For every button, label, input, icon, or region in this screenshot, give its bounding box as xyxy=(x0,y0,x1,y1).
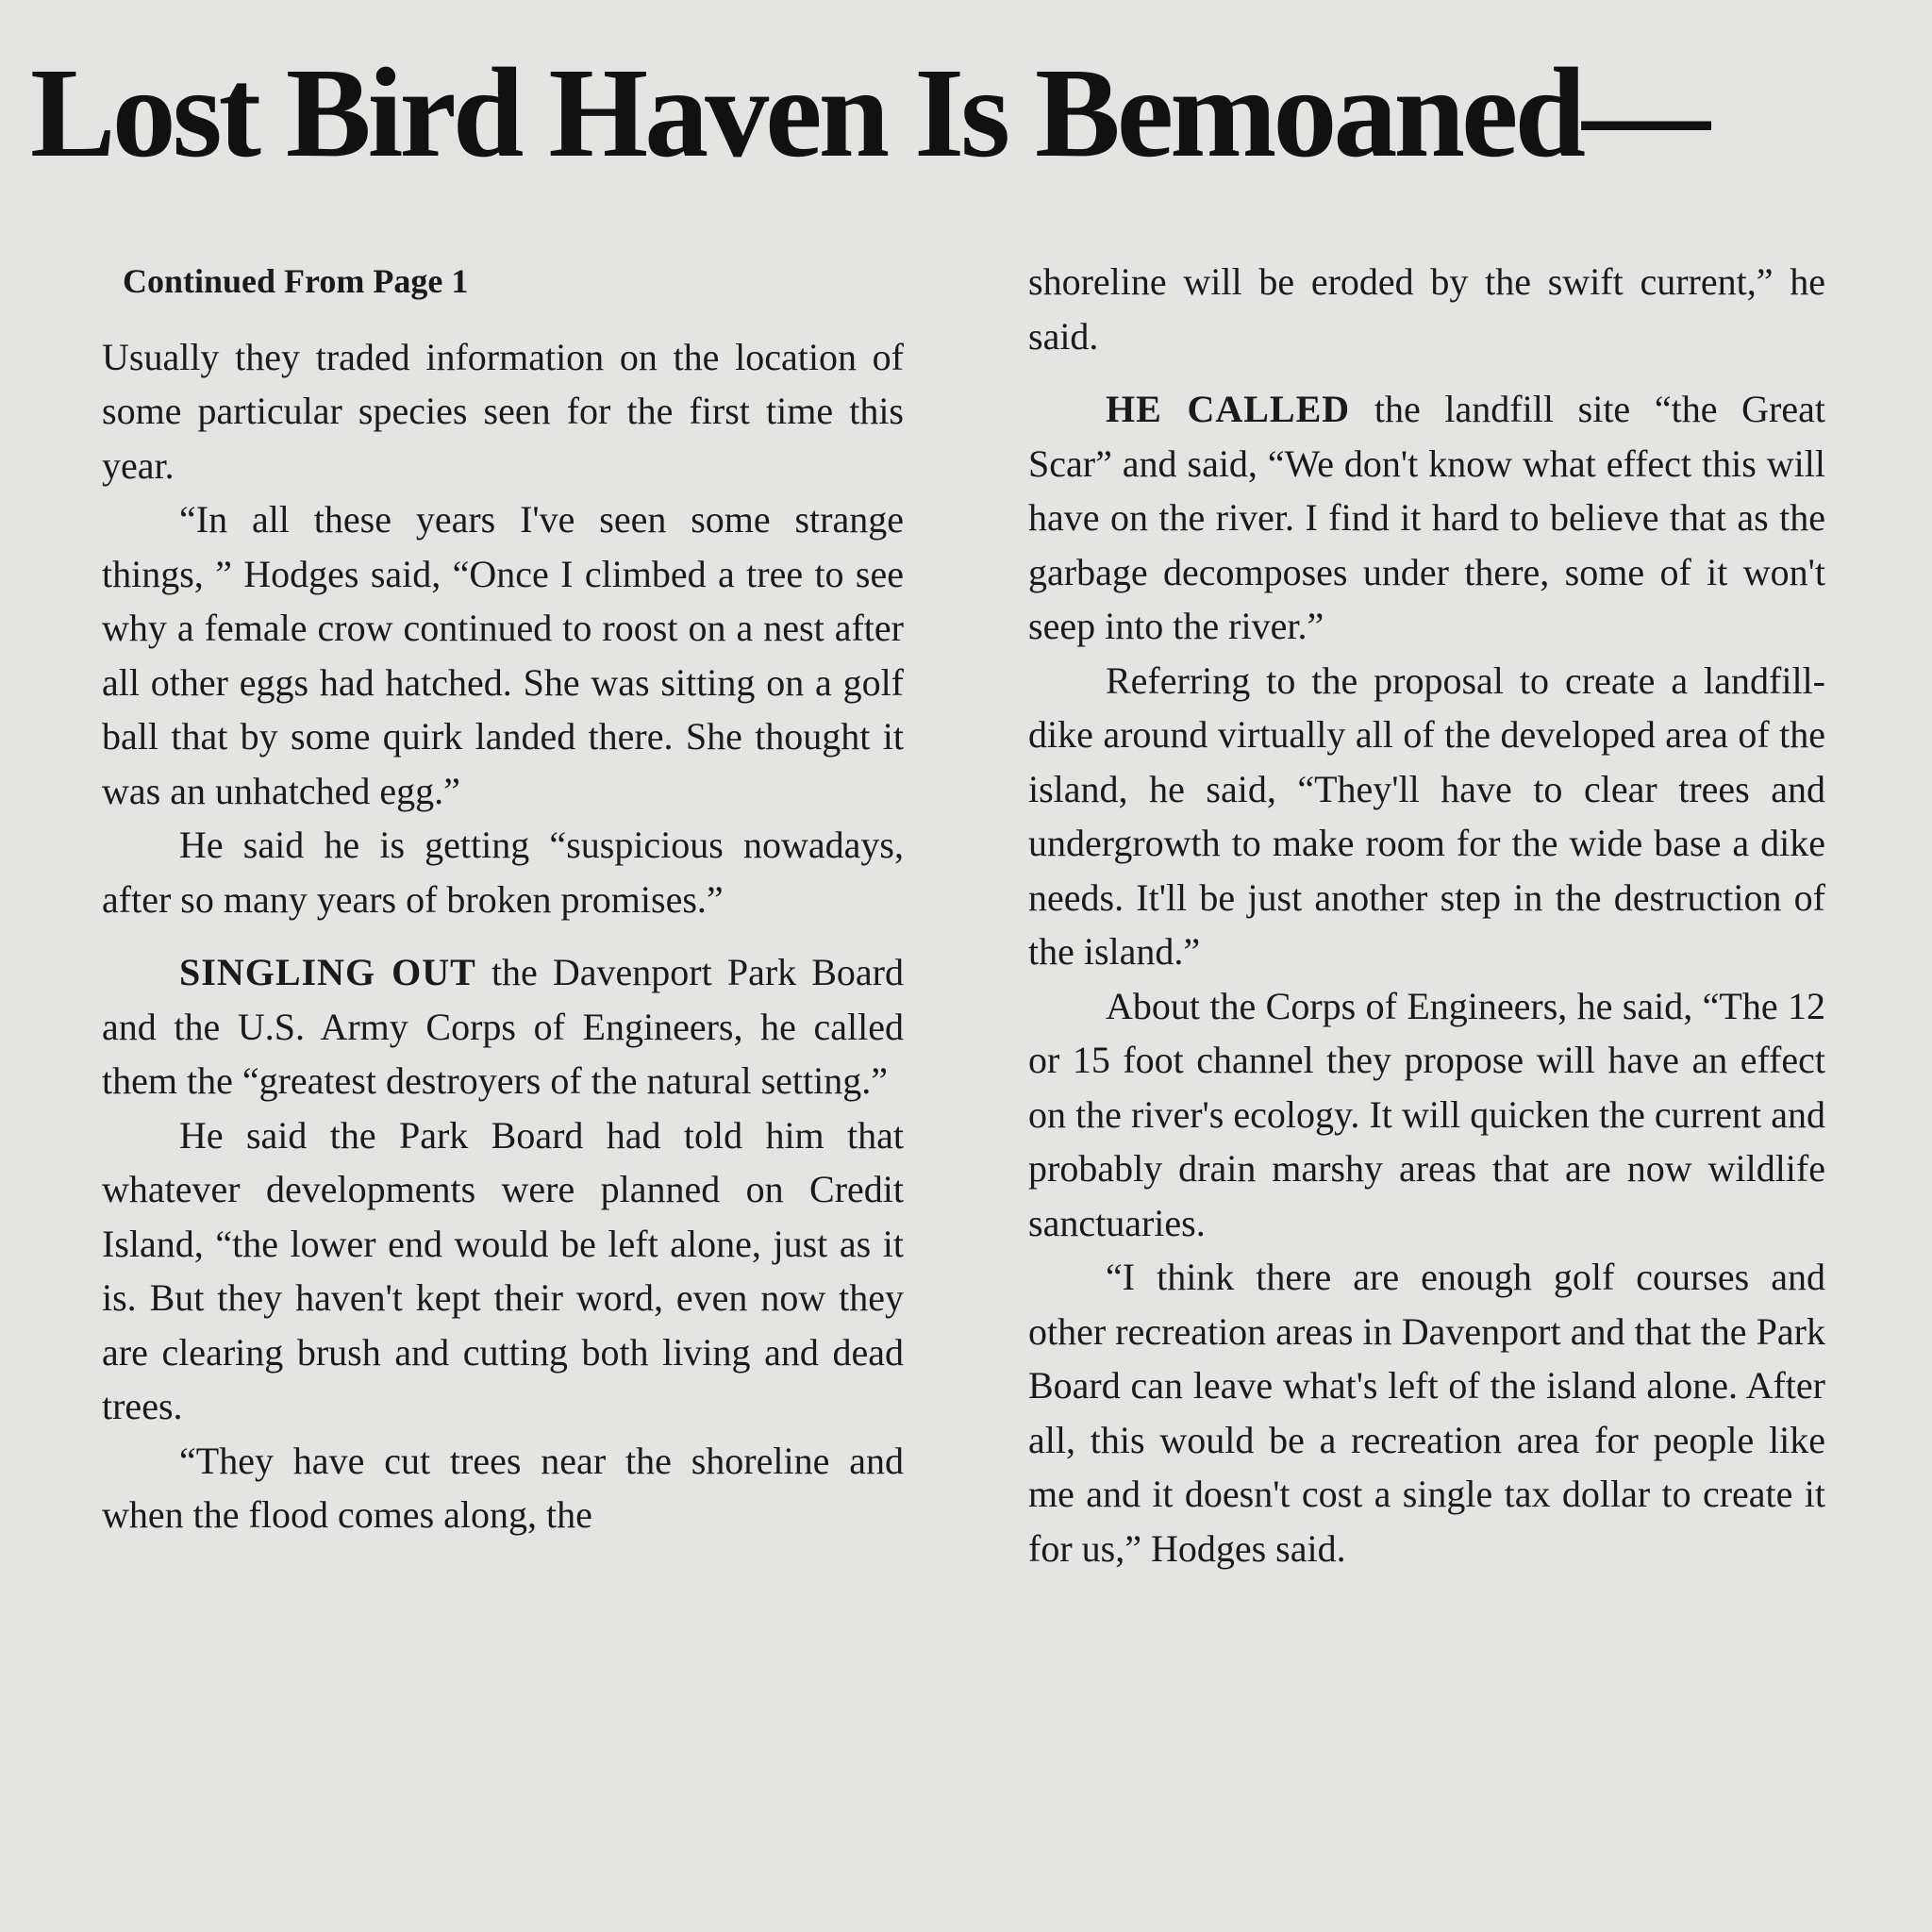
paragraph xyxy=(102,1108,904,1434)
paragraph xyxy=(1028,255,1825,363)
paragraph xyxy=(102,492,904,818)
paragraph-text: the Davenport Park Board and the U.S. Army Corps of Engineers, he called them the “greatest destroyers of the natural setting.” xyxy=(102,951,904,1102)
paragraph-text: Usually they traded information on the location of some particular species seen for the first time this year. xyxy=(102,335,904,487)
paragraph-text: “In all these years I've seen some strange things, ” Hodges said, “Once I climbed a tree to see why a female crow continued to roost on a nest after all other eggs had hatched. She was sitting on a golf ball that by some quirk landed there. She thought it was an unhatched egg.” xyxy=(102,498,904,812)
paragraph xyxy=(1028,979,1825,1251)
paragraph-text: He said the Park Board had told him that whatever developments were planned on Credit Island, “the lower end would be left alone, just as it is. But they haven't kept their word, even now they are clearing brush and cutting both living and dead trees. xyxy=(102,1113,904,1427)
paragraph xyxy=(1028,382,1825,654)
paragraph-text: About the Corps of Engineers, he said, “The 12 or 15 foot channel they propose will have an effect on the river's ecology. It will quicken the current and probably drain marshy areas that are now wildlife sanctuaries. xyxy=(1028,984,1825,1244)
paragraph xyxy=(102,1434,904,1542)
headline: Lost Bird Haven Is Bemoaned— xyxy=(30,42,1707,184)
article-column-right xyxy=(1028,255,1825,1575)
paragraph xyxy=(1028,654,1825,979)
paragraph-text: “They have cut trees near the shoreline and when the flood comes along, the xyxy=(102,1439,904,1536)
continued-note: Continued From Page 1 xyxy=(123,262,469,300)
paragraph-lead: HE CALLED xyxy=(1106,388,1351,430)
paragraph-text: “I think there are enough golf courses and other recreation areas in Davenport and that the Park Board can leave what's left of the island alone. After all, this would be a recreation area for people like me and it doesn't cost a single tax dollar to create it for us,” Hodges said. xyxy=(1028,1256,1825,1570)
paragraph xyxy=(102,818,904,926)
paragraph-lead: SINGLING OUT xyxy=(179,951,476,993)
paragraph-text: shoreline will be eroded by the swift current,” he said. xyxy=(1028,260,1825,358)
paragraph xyxy=(102,945,904,1108)
paragraph-text: Referring to the proposal to create a landfill-dike around virtually all of the developed area of the island, he said, “They'll have to clear trees and undergrowth to make room for the wide base a dike needs. It'll be just another step in the destruction of the island.” xyxy=(1028,658,1825,973)
article-column-left xyxy=(102,255,904,1542)
paragraph xyxy=(102,330,904,493)
paragraph xyxy=(1028,1250,1825,1575)
paragraph-text: He said he is getting “suspicious nowadays, after so many years of broken promises.” xyxy=(102,824,904,921)
paragraph-text: the landfill site “the Great Scar” and said, “We don't know what effect this will have on the river. I find it hard to believe that as the garbage decomposes under there, some of it won't seep into the river.” xyxy=(1028,388,1826,647)
